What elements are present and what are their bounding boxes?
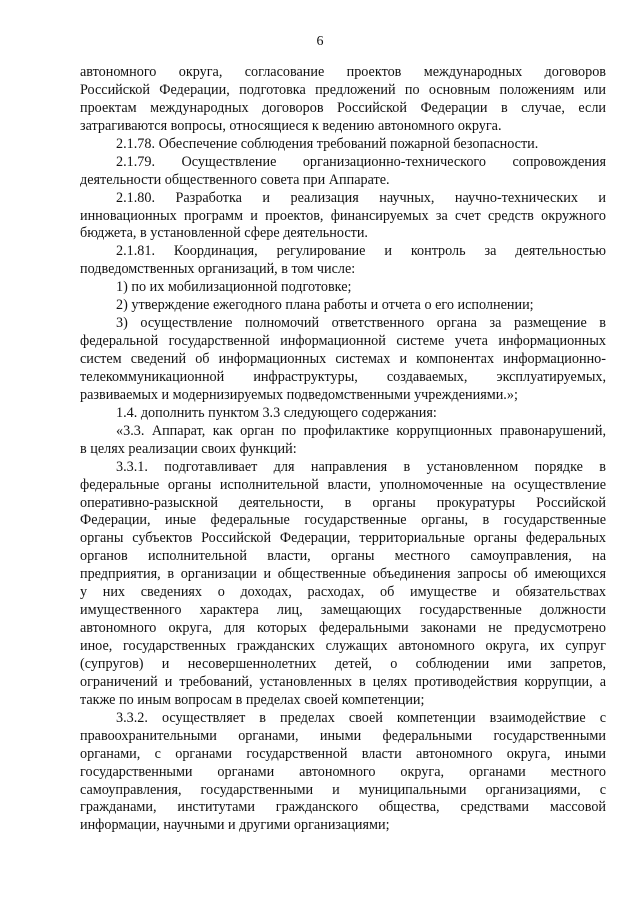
text-line: 3.3.1. подготавливает для направления в установленном порядке в xyxy=(116,458,606,475)
text-line: систем сведений об информационных системах и компонентах информационно- xyxy=(80,351,606,367)
text-line: 1) по их мобилизационной подготовке; xyxy=(116,279,352,296)
text-line: Российской Федерации, подготовка предложений по основным положениям или xyxy=(80,81,606,98)
text-line: бюджета, в установленной сфере деятельности. xyxy=(80,225,368,242)
text-line: федеральные органы исполнительной власти, уполномоченные на осуществление xyxy=(80,476,606,493)
text-line: органов исполнительной власти, органы местного самоуправления, на xyxy=(80,548,606,565)
page-number: 6 xyxy=(316,34,324,49)
text-line: в целях реализации своих функций: xyxy=(80,440,297,457)
text-line: органами, с органами государственной власти автономного округа, иными xyxy=(80,745,606,762)
text-line: затрагиваются вопросы, относящиеся к ведению автономного округа. xyxy=(80,117,502,134)
text-line: также по иным вопросам в пределах своей компетенции; xyxy=(80,691,425,708)
text-line: 2) утверждение ежегодного плана работы и отчета о его исполнении; xyxy=(116,297,534,314)
text-line: 2.1.80. Разработка и реализация научных, научно-технических и xyxy=(116,189,606,206)
text-line: 1.4. дополнить пунктом 3.3 следующего содержания: xyxy=(116,404,437,421)
text-line: «3.3. Аппарат, как орган по профилактике коррупционных правонарушений, xyxy=(116,422,606,439)
text-line: органы субъектов Российской Федерации, территориальные органы федеральных xyxy=(80,530,606,547)
text-line: Федерации, иные федеральные государственные органы, в государственные xyxy=(80,512,606,529)
text-line: автономного округа, согласование проектов международных договоров xyxy=(80,64,606,80)
text-line: (супругов) и несовершеннолетних детей, о соблюдении ими запретов, xyxy=(80,655,606,672)
text-line: деятельности общественного совета при Аппарате. xyxy=(80,171,390,188)
text-line: правоохранительными органами, иными федеральными государственными xyxy=(80,727,606,744)
text-line: информации, научными и другими организациями; xyxy=(80,817,390,834)
text-line: иное, государственных гражданских служащих автономного округа, их супруг xyxy=(80,638,606,654)
text-line: инновационных программ и проектов, финансируемых за счет средств окружного xyxy=(80,207,606,224)
text-line: развиваемых и модернизируемых подведомственными учреждениями.»; xyxy=(80,386,518,403)
text-line: самоуправления, государственными и муниципальными организациями, с xyxy=(80,781,606,798)
text-line: оперативно-разыскной деятельности, в органы прокуратуры Российской xyxy=(80,494,606,511)
text-line: 2.1.78. Обеспечение соблюдения требований пожарной безопасности. xyxy=(116,135,539,152)
body-text xyxy=(80,64,606,835)
text-line: имущественного характера лиц, замещающих государственные должности xyxy=(80,602,606,619)
text-line: государственными органами автономного округа, органами местного xyxy=(80,763,606,780)
text-line: 3) осуществление полномочий ответственного органа за размещение в xyxy=(116,315,606,332)
text-line: у них сведениях о доходах, расходах, об имуществе и обязательствах xyxy=(80,584,606,601)
text-line: 3.3.2. осуществляет в пределах своей компетенции взаимодействие с xyxy=(116,709,606,726)
text-line: гражданами, институтами гражданского общества, средствами массовой xyxy=(80,799,606,816)
text-line: проектам международных договоров Российской Федерации в случае, если xyxy=(80,99,606,116)
text-line: предприятия, в организации и общественные объединения запросы об имеющихся xyxy=(80,566,606,583)
text-line: телекоммуникационной инфраструктуры, создаваемых, эксплуатируемых, xyxy=(80,368,606,385)
text-line: федеральной государственной информационной системе учета информационных xyxy=(80,333,606,350)
text-line: 2.1.81. Координация, регулирование и контроль за деятельностью xyxy=(116,243,606,260)
text-line: ограничений и требований, установленных в целях противодействия коррупции, а xyxy=(80,673,606,690)
text-line: 2.1.79. Осуществление организационно-технического сопровождения xyxy=(116,153,606,170)
text-line: автономного округа, для которых федеральными законами не предусмотрено xyxy=(80,620,606,637)
text-line: подведомственных организаций, в том числе: xyxy=(80,261,356,278)
